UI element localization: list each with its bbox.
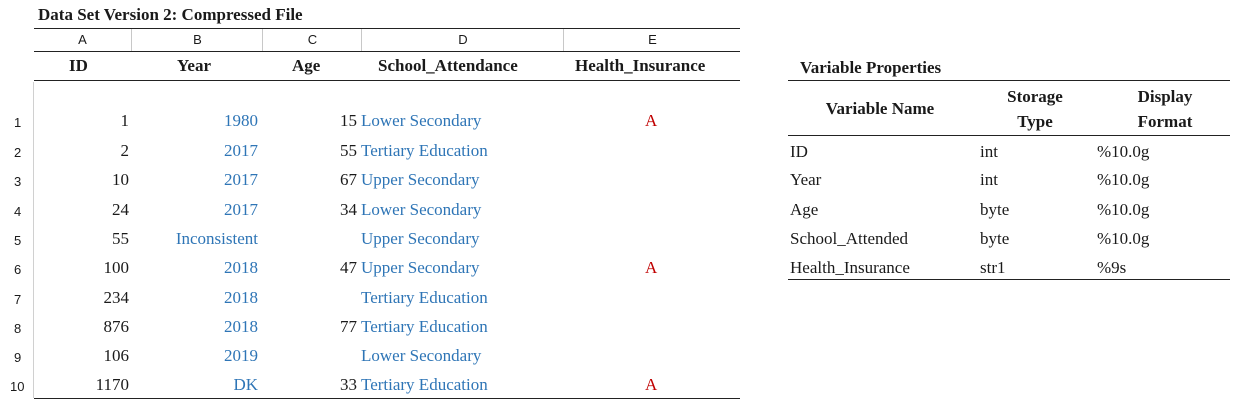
vp-header-storage-line2: Type: [1017, 112, 1053, 131]
variable-properties-bottom-rule: [788, 279, 1230, 280]
row-number: 9: [14, 350, 22, 365]
variable-properties-title: Variable Properties: [800, 58, 942, 77]
vp-storage-type: byte: [980, 229, 1010, 248]
cell-school-attendance[interactable]: Upper Secondary: [361, 229, 480, 248]
vp-header-storage-line1: Storage: [1007, 87, 1063, 106]
cell-year[interactable]: 2018: [224, 288, 258, 307]
cell-school-attendance[interactable]: Lower Secondary: [361, 200, 482, 219]
cell-id[interactable]: 106: [103, 346, 129, 365]
vp-variable-name: School_Attended: [790, 229, 909, 248]
vp-display-format: %10.0g: [1097, 200, 1150, 219]
cell-age[interactable]: 55: [340, 141, 357, 160]
vp-header-display-line1: Display: [1137, 87, 1193, 106]
cell-age[interactable]: 34: [340, 200, 357, 219]
vp-variable-name: Year: [790, 170, 822, 189]
cell-age[interactable]: 67: [340, 170, 357, 189]
cell-health-insurance[interactable]: A: [645, 375, 658, 394]
cell-id[interactable]: 1170: [95, 375, 129, 394]
cell-id[interactable]: 55: [112, 229, 129, 248]
cell-id[interactable]: 1: [120, 111, 129, 130]
cell-year[interactable]: 2019: [224, 346, 258, 365]
cell-year[interactable]: 2017: [224, 141, 258, 160]
header-school-attendance: School_Attendance: [378, 56, 518, 75]
vp-storage-type: int: [980, 142, 998, 161]
cell-school-attendance[interactable]: Upper Secondary: [361, 258, 480, 277]
vp-variable-name: ID: [790, 142, 808, 161]
column-letter-e[interactable]: E: [563, 29, 741, 51]
variable-properties-header-rule: [788, 135, 1230, 136]
cell-school-attendance[interactable]: Lower Secondary: [361, 346, 482, 365]
vp-display-format: %9s: [1097, 258, 1127, 277]
vp-variable-name: Age: [790, 200, 819, 219]
vp-header-variable-name: Variable Name: [825, 99, 935, 118]
column-letter-c[interactable]: C: [262, 29, 362, 51]
column-letter-d[interactable]: D: [361, 29, 564, 51]
cell-id[interactable]: 876: [103, 317, 129, 336]
cell-year[interactable]: 1980: [224, 111, 258, 130]
vp-header-display-line2: Format: [1137, 112, 1193, 131]
vp-display-format: %10.0g: [1097, 170, 1150, 189]
cell-age[interactable]: 77: [340, 317, 357, 336]
cell-age[interactable]: 33: [340, 375, 357, 394]
sheet-title: Data Set Version 2: Compressed File: [38, 5, 303, 24]
cell-school-attendance[interactable]: Upper Secondary: [361, 170, 480, 189]
cell-health-insurance[interactable]: A: [645, 111, 658, 130]
column-letter-a[interactable]: A: [78, 32, 87, 47]
vp-display-format: %10.0g: [1097, 142, 1150, 161]
cell-school-attendance[interactable]: Tertiary Education: [361, 288, 488, 307]
cell-school-attendance[interactable]: Tertiary Education: [361, 375, 488, 394]
header-id: ID: [69, 56, 88, 75]
vp-storage-type: str1: [980, 258, 1006, 277]
row-number: 5: [14, 233, 22, 248]
column-letter-b[interactable]: B: [131, 29, 263, 51]
cell-id[interactable]: 2: [120, 141, 129, 160]
vp-display-format: %10.0g: [1097, 229, 1150, 248]
row-number: 8: [14, 321, 22, 336]
cell-year[interactable]: 2018: [224, 258, 258, 277]
cell-year[interactable]: 2018: [224, 317, 258, 336]
cell-school-attendance[interactable]: Lower Secondary: [361, 111, 482, 130]
variable-properties-top-rule: [788, 80, 1230, 81]
vp-storage-type: byte: [980, 200, 1010, 219]
cell-year[interactable]: 2017: [224, 200, 258, 219]
row-number: 7: [14, 292, 22, 307]
row-number: 4: [14, 204, 22, 219]
row-number: 1: [14, 115, 22, 130]
row-number: 6: [14, 262, 22, 277]
row-number: 3: [14, 174, 22, 189]
cell-school-attendance[interactable]: Tertiary Education: [361, 317, 488, 336]
cell-year[interactable]: DK: [233, 375, 258, 394]
table-bottom-rule: [34, 398, 740, 399]
header-year: Year: [177, 56, 211, 75]
row-number: 10: [10, 379, 25, 394]
vp-storage-type: int: [980, 170, 998, 189]
cell-health-insurance[interactable]: A: [645, 258, 658, 277]
row-number: 2: [14, 145, 22, 160]
cell-school-attendance[interactable]: Tertiary Education: [361, 141, 488, 160]
cell-id[interactable]: 10: [112, 170, 129, 189]
cell-year[interactable]: Inconsistent: [175, 229, 258, 248]
header-rule: [34, 80, 740, 81]
cell-id[interactable]: 234: [103, 288, 129, 307]
vp-variable-name: Health_Insurance: [790, 258, 910, 277]
cell-id[interactable]: 24: [112, 200, 129, 219]
header-age: Age: [292, 56, 321, 75]
cell-age[interactable]: 47: [340, 258, 357, 277]
cell-id[interactable]: 100: [103, 258, 129, 277]
cell-age[interactable]: 15: [340, 111, 357, 130]
column-letter-bar: [34, 28, 740, 52]
cell-year[interactable]: 2017: [224, 170, 258, 189]
header-health-insurance: Health_Insurance: [575, 56, 706, 75]
